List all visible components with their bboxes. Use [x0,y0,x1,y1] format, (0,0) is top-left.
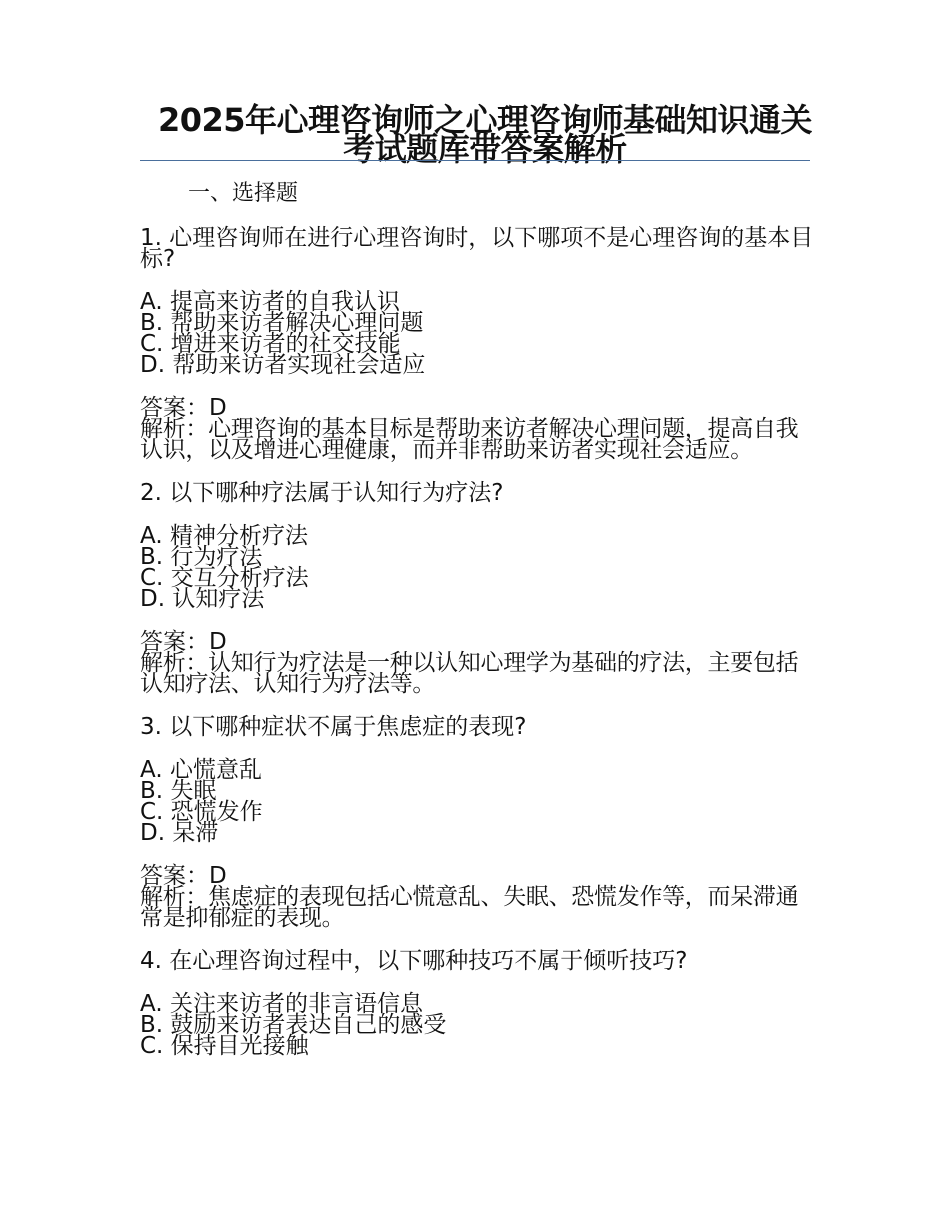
answer: 答案：D [140,629,227,655]
question-list [140,225,815,1079]
option-a: A. 提高来访者的自我认识 [140,289,400,315]
question-stem: 4. 在心理咨询过程中，以下哪种技巧不属于倾听技巧? [140,948,688,974]
question-3 [140,714,815,931]
analysis: 解析：认知行为疗法是一种以认知心理学为基础的疗法，主要包括认知疗法、认知行为疗法等。 [140,650,799,697]
options-list [140,523,815,612]
option-b: B. 鼓励来访者表达自己的感受 [140,1012,447,1038]
option-a: A. 精神分析疗法 [140,523,308,549]
answer: 答案：D [140,863,227,889]
title-underline [140,160,810,161]
option-d: D. 呆滞 [140,820,219,846]
option-b: B. 失眠 [140,778,217,804]
question-4 [140,948,815,1059]
option-a: A. 关注来访者的非言语信息 [140,991,423,1017]
analysis: 解析：心理咨询的基本目标是帮助来访者解决心理问题，提高自我认识，以及增进心理健康，而并非帮助来访者实现社会适应。 [140,416,799,463]
option-d: D. 帮助来访者实现社会适应 [140,352,426,378]
option-b: B. 行为疗法 [140,544,263,570]
document-title: 2025年心理咨询师之心理咨询师基础知识通关考试题库带答案解析 [157,101,813,168]
option-a: A. 心慌意乱 [140,757,262,783]
option-c: C. 增进来访者的社交技能 [140,331,401,357]
question-1 [140,225,815,463]
answer: 答案：D [140,395,227,421]
option-c: C. 交互分析疗法 [140,565,309,591]
question-stem: 3. 以下哪种症状不属于焦虑症的表现? [140,714,527,740]
options-list [140,991,815,1059]
options-list [140,289,815,378]
question-stem: 1. 心理咨询师在进行心理咨询时，以下哪项不是心理咨询的基本目标? [140,225,814,272]
question-2 [140,480,815,697]
options-list [140,757,815,846]
option-c: C. 恐慌发作 [140,799,263,825]
option-d: D. 认知疗法 [140,586,265,612]
question-stem: 2. 以下哪种疗法属于认知行为疗法? [140,480,504,506]
option-b: B. 帮助来访者解决心理问题 [140,310,424,336]
analysis: 解析：焦虑症的表现包括心慌意乱、失眠、恐慌发作等，而呆滞通常是抑郁症的表现。 [140,884,799,931]
option-c: C. 保持目光接触 [140,1033,309,1059]
section-heading: 一、选择题 [188,181,299,206]
